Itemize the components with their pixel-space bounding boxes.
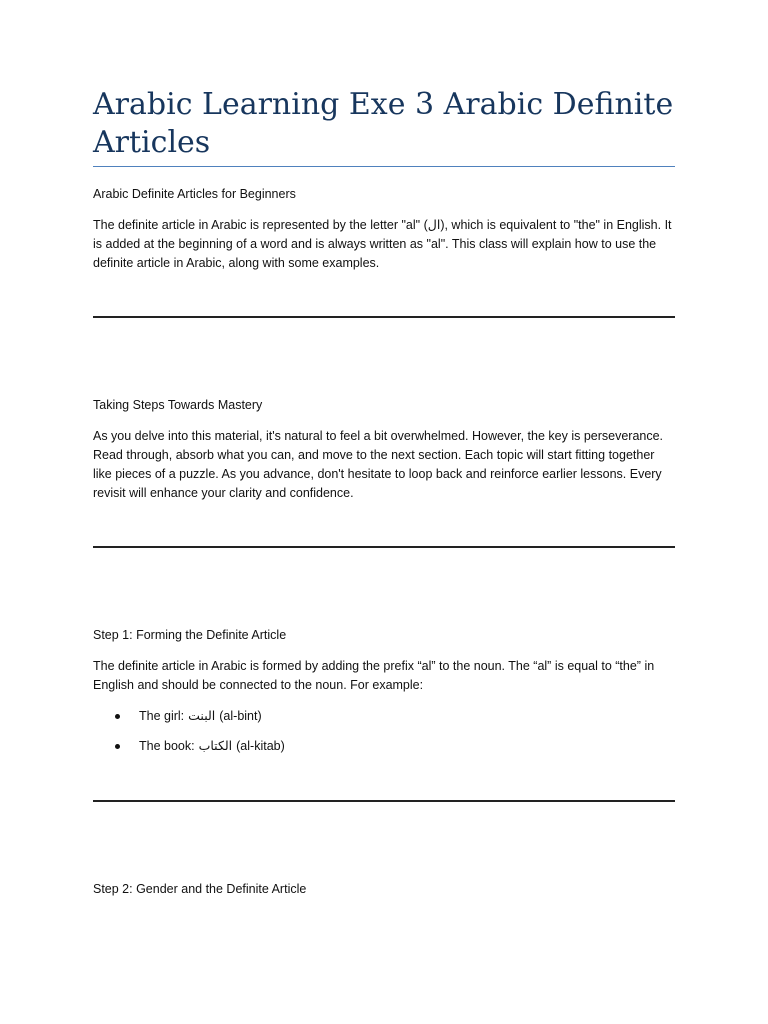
section-heading-step-2: Step 2: Gender and the Definite Article	[93, 882, 307, 896]
section-paragraph-beginners: The definite article in Arabic is represented by the letter "al" (ال), which is equivalent to "the" in English. It is added at the beginning of a word and is always written as "al". This class will explain how to use the definite article in Arabic, along with some examples.	[93, 218, 672, 270]
document-title: Arabic Learning Exe 3 Arabic Definite Articles	[93, 87, 674, 160]
bullet-icon	[115, 744, 120, 749]
section-divider	[93, 316, 675, 318]
bullet-icon	[115, 714, 120, 719]
example-transliteration: (al-kitab)	[236, 739, 285, 753]
title-underline	[93, 166, 675, 167]
example-label: The girl:	[139, 709, 185, 723]
section-heading-beginners: Arabic Definite Articles for Beginners	[93, 187, 296, 201]
section-paragraph-step-1: The definite article in Arabic is formed by adding the prefix “al” to the noun. The “al” is equal to “the” in English and should be connected to the noun. For example:	[93, 659, 655, 692]
list-item-example-book	[115, 737, 285, 756]
list-item-example-girl	[115, 707, 262, 726]
example-arabic: البنت	[188, 709, 216, 723]
section-divider	[93, 800, 675, 802]
section-heading-mastery: Taking Steps Towards Mastery	[93, 398, 263, 412]
example-label: The book:	[139, 739, 195, 753]
example-arabic: الكتاب	[198, 739, 233, 753]
example-transliteration: (al-bint)	[219, 709, 262, 723]
section-divider	[93, 546, 675, 548]
section-paragraph-mastery: As you delve into this material, it's natural to feel a bit overwhelmed. However, the key is perseverance. Read through, absorb what you can, and move to the next section. Each topic will start fitting together like pieces of a puzzle. As you advance, don't hesitate to loop back and reinforce earlier lessons. Every revisit will enhance your clarity and confidence.	[93, 429, 664, 500]
section-heading-step-1: Step 1: Forming the Definite Article	[93, 628, 287, 642]
